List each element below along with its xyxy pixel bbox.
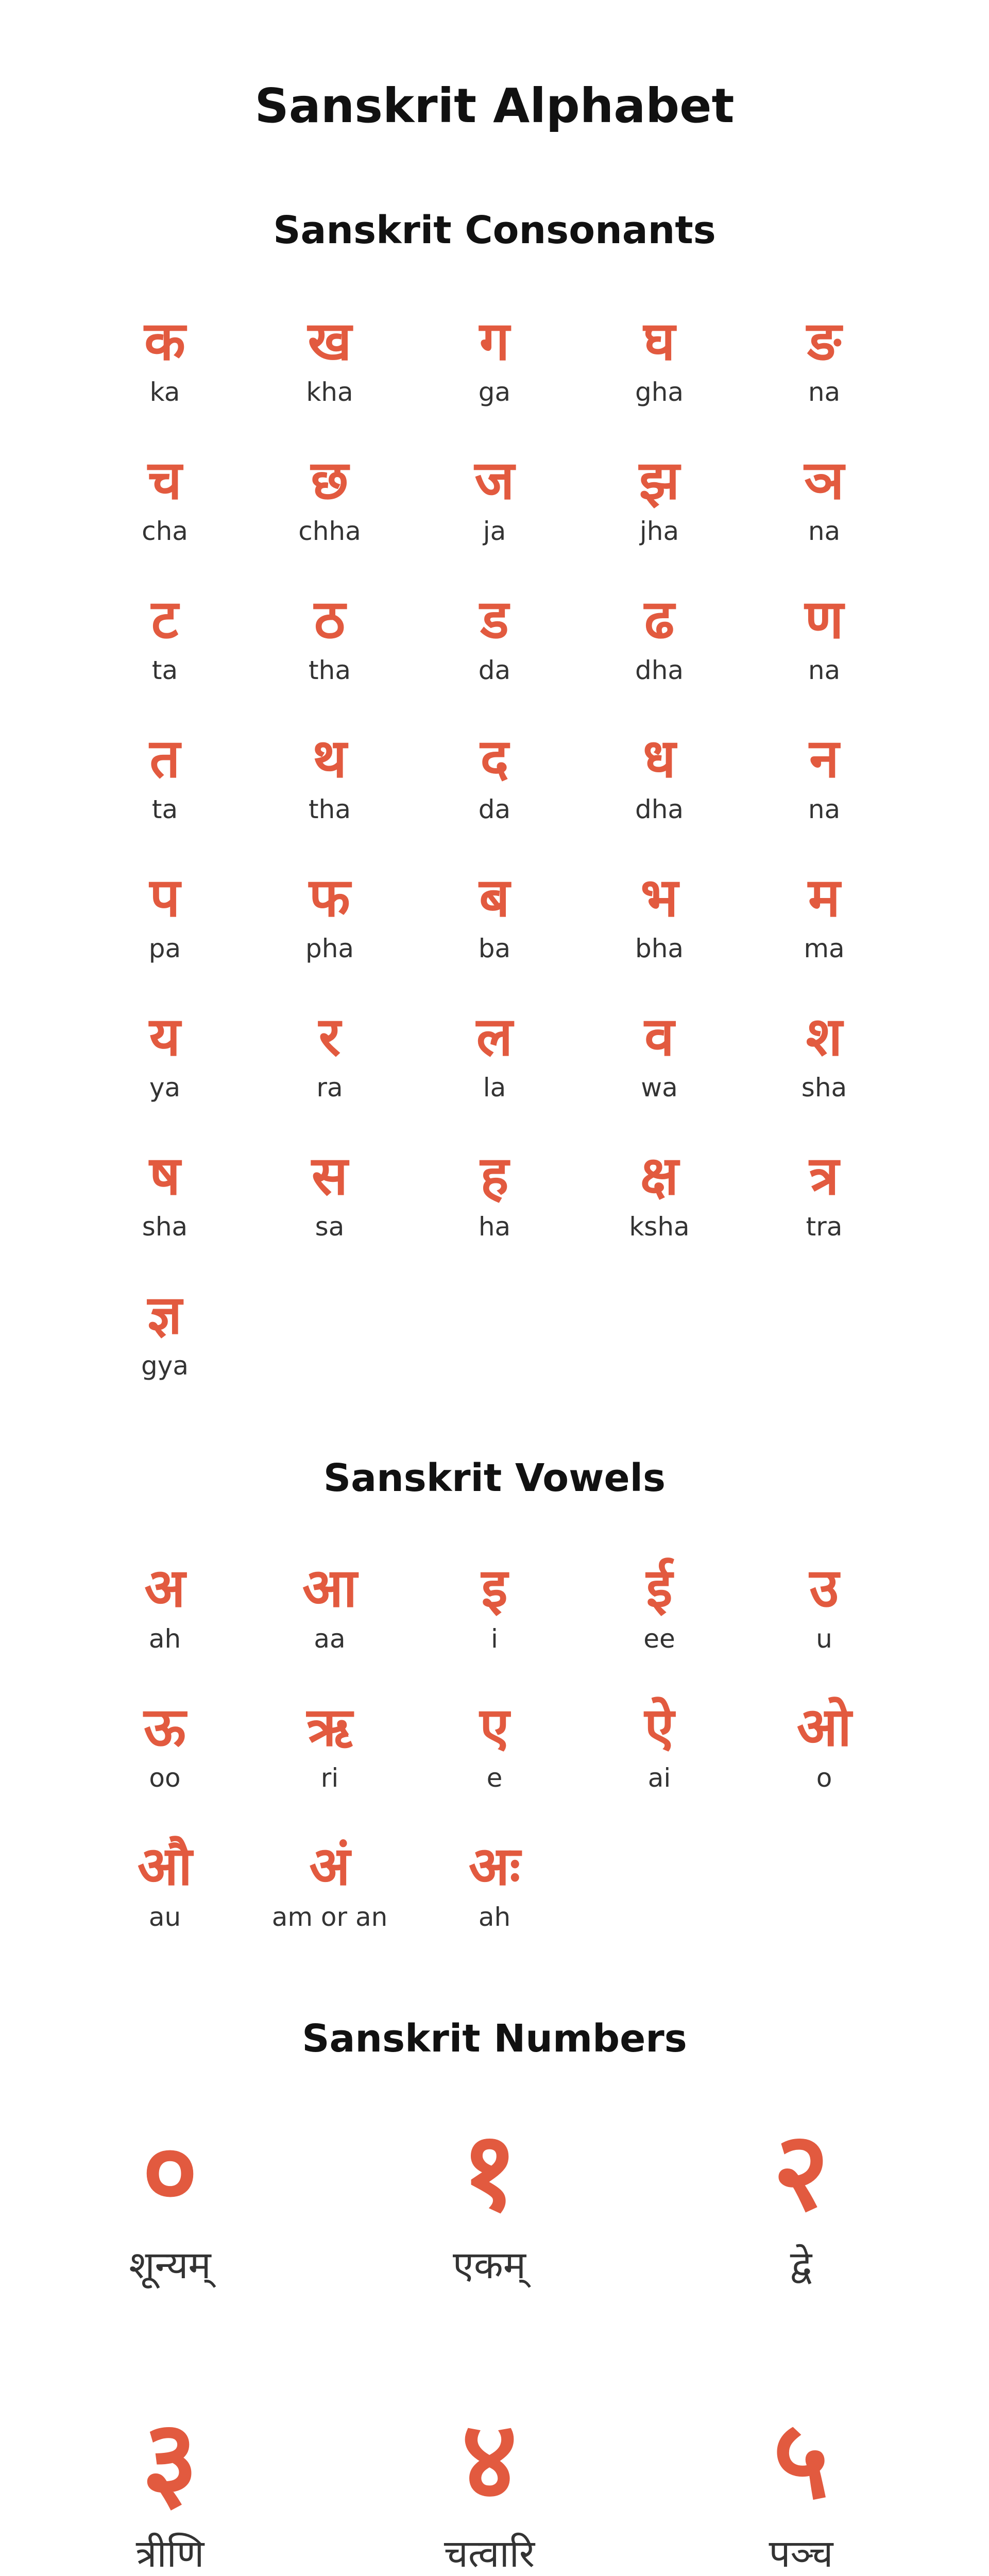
consonant-glyph: ज bbox=[474, 449, 515, 512]
consonant-glyph: क्ष bbox=[640, 1144, 679, 1207]
vowel-transliteration: i bbox=[491, 1624, 498, 1654]
consonant-glyph: ट bbox=[151, 588, 179, 651]
consonant-glyph: ञ bbox=[804, 449, 844, 512]
consonant-cell bbox=[721, 1005, 927, 1103]
vowel-glyph: ओ bbox=[796, 1696, 852, 1758]
consonant-transliteration: chha bbox=[298, 516, 361, 546]
consonant-transliteration: ja bbox=[483, 516, 506, 546]
consonant-cell bbox=[62, 1283, 268, 1381]
consonant-transliteration: la bbox=[483, 1073, 506, 1103]
consonant-glyph: ल bbox=[476, 1005, 513, 1068]
number-numeral: ४ bbox=[461, 2397, 518, 2523]
number-word: द्वे bbox=[790, 2243, 812, 2287]
consonant-cell bbox=[721, 449, 927, 546]
consonant-glyph: स bbox=[311, 1144, 348, 1207]
consonant-transliteration: tha bbox=[309, 794, 351, 824]
vowels-heading: Sanskrit Vowels bbox=[323, 1456, 666, 1500]
vowel-transliteration: ah bbox=[478, 1902, 511, 1932]
number-numeral: १ bbox=[461, 2108, 518, 2234]
consonant-transliteration: wa bbox=[641, 1073, 678, 1103]
vowel-transliteration: ri bbox=[320, 1763, 339, 1793]
number-word: पञ्च bbox=[769, 2532, 833, 2576]
consonant-transliteration: na bbox=[808, 377, 841, 407]
consonant-transliteration: ra bbox=[316, 1073, 343, 1103]
consonant-transliteration: gya bbox=[141, 1351, 189, 1381]
consonant-glyph: त्र bbox=[809, 1144, 839, 1207]
consonant-glyph: र bbox=[318, 1005, 341, 1068]
consonant-transliteration: sa bbox=[315, 1212, 345, 1242]
consonant-transliteration: da bbox=[478, 794, 511, 824]
consonant-glyph: ठ bbox=[314, 588, 346, 651]
consonant-glyph: छ bbox=[311, 449, 349, 512]
consonant-transliteration: bha bbox=[635, 934, 684, 963]
number-word: त्रीणि bbox=[135, 2532, 204, 2576]
consonant-glyph: त bbox=[149, 727, 180, 790]
number-word: चत्वारि bbox=[444, 2532, 535, 2576]
consonant-transliteration: na bbox=[808, 516, 841, 546]
consonant-transliteration: ya bbox=[149, 1073, 181, 1103]
vowel-cell bbox=[721, 1696, 927, 1793]
vowel-glyph: ऐ bbox=[644, 1696, 674, 1758]
vowel-transliteration: e bbox=[486, 1763, 503, 1793]
consonant-transliteration: ka bbox=[149, 377, 180, 407]
consonant-glyph: ज्ञ bbox=[147, 1283, 182, 1346]
consonant-glyph: फ bbox=[309, 866, 351, 929]
number-numeral: ५ bbox=[773, 2397, 829, 2523]
vowel-glyph: आ bbox=[302, 1556, 357, 1619]
consonant-transliteration: na bbox=[808, 655, 841, 685]
consonant-transliteration: ha bbox=[478, 1212, 511, 1242]
consonant-transliteration: ksha bbox=[629, 1212, 690, 1242]
vowel-glyph: ऊ bbox=[144, 1696, 186, 1758]
number-cell bbox=[386, 2397, 592, 2576]
number-cell bbox=[67, 2108, 273, 2287]
consonant-cell bbox=[721, 310, 927, 407]
consonant-transliteration: ma bbox=[804, 934, 845, 963]
consonant-glyph: ख bbox=[308, 310, 352, 372]
vowel-transliteration: ah bbox=[148, 1624, 181, 1654]
vowel-glyph: अं bbox=[309, 1835, 350, 1897]
consonant-glyph: ह bbox=[480, 1144, 509, 1207]
consonant-glyph: घ bbox=[643, 310, 675, 372]
consonant-glyph: च bbox=[147, 449, 182, 512]
vowel-cell bbox=[721, 1556, 927, 1654]
consonant-cell bbox=[721, 727, 927, 824]
number-cell bbox=[67, 2397, 273, 2576]
consonant-glyph: ग bbox=[479, 310, 510, 372]
page-title: Sanskrit Alphabet bbox=[254, 78, 735, 133]
consonant-transliteration: pha bbox=[305, 934, 354, 963]
vowel-glyph: इ bbox=[481, 1556, 508, 1619]
consonant-glyph: म bbox=[808, 866, 841, 929]
consonant-glyph: क bbox=[144, 310, 185, 372]
vowel-glyph: उ bbox=[809, 1556, 839, 1619]
number-word: शून्यम् bbox=[129, 2243, 211, 2287]
number-numeral: २ bbox=[773, 2108, 829, 2234]
consonant-transliteration: cha bbox=[142, 516, 188, 546]
consonant-cell bbox=[721, 866, 927, 963]
consonant-glyph: ध bbox=[643, 727, 676, 790]
vowel-transliteration: aa bbox=[314, 1624, 346, 1654]
consonant-transliteration: dha bbox=[635, 794, 684, 824]
number-cell bbox=[698, 2108, 904, 2287]
number-word: एकम् bbox=[452, 2243, 526, 2287]
consonant-glyph: झ bbox=[639, 449, 680, 512]
consonant-transliteration: gha bbox=[635, 377, 684, 407]
consonant-transliteration: ta bbox=[151, 794, 178, 824]
consonant-glyph: ङ bbox=[807, 310, 842, 372]
consonant-transliteration: sha bbox=[142, 1212, 188, 1242]
consonant-cell bbox=[721, 1144, 927, 1242]
consonant-cell bbox=[721, 588, 927, 685]
number-cell bbox=[386, 2108, 592, 2287]
vowel-glyph: ई bbox=[646, 1556, 673, 1619]
vowel-glyph: ऋ bbox=[306, 1696, 353, 1758]
vowel-glyph: अ bbox=[144, 1556, 185, 1619]
vowel-cell bbox=[391, 1835, 598, 1932]
consonant-glyph: ष bbox=[149, 1144, 181, 1207]
consonant-transliteration: tra bbox=[806, 1212, 843, 1242]
consonant-transliteration: sha bbox=[801, 1073, 847, 1103]
vowel-glyph: अः bbox=[468, 1835, 521, 1897]
consonant-transliteration: da bbox=[478, 655, 511, 685]
vowel-transliteration: u bbox=[816, 1624, 832, 1654]
consonant-transliteration: pa bbox=[148, 934, 181, 963]
consonant-transliteration: kha bbox=[306, 377, 353, 407]
consonant-glyph: द bbox=[480, 727, 509, 790]
consonant-glyph: श bbox=[806, 1005, 843, 1068]
vowel-transliteration: ai bbox=[647, 1763, 671, 1793]
consonant-transliteration: jha bbox=[639, 516, 679, 546]
consonant-transliteration: ba bbox=[478, 934, 511, 963]
number-cell bbox=[698, 2397, 904, 2576]
vowel-transliteration: o bbox=[816, 1763, 832, 1793]
consonant-glyph: भ bbox=[640, 866, 678, 929]
consonant-transliteration: ta bbox=[151, 655, 178, 685]
vowel-transliteration: am or an bbox=[271, 1902, 388, 1932]
consonants-heading: Sanskrit Consonants bbox=[273, 208, 716, 252]
consonant-glyph: थ bbox=[312, 727, 347, 790]
consonant-glyph: ब bbox=[479, 866, 510, 929]
vowel-glyph: ए bbox=[480, 1696, 509, 1758]
consonant-glyph: य bbox=[149, 1005, 181, 1068]
consonant-glyph: प bbox=[149, 866, 180, 929]
vowel-transliteration: au bbox=[148, 1902, 181, 1932]
consonant-glyph: ण bbox=[805, 588, 844, 651]
consonant-glyph: व bbox=[644, 1005, 674, 1068]
consonant-glyph: ड bbox=[480, 588, 509, 651]
number-numeral: ० bbox=[142, 2108, 198, 2234]
consonant-transliteration: tha bbox=[309, 655, 351, 685]
consonant-transliteration: ga bbox=[478, 377, 511, 407]
vowel-transliteration: oo bbox=[149, 1763, 181, 1793]
consonant-transliteration: na bbox=[808, 794, 841, 824]
numbers-heading: Sanskrit Numbers bbox=[302, 2016, 687, 2061]
vowel-transliteration: ee bbox=[643, 1624, 675, 1654]
vowel-glyph: औ bbox=[137, 1835, 193, 1897]
consonant-transliteration: dha bbox=[635, 655, 684, 685]
consonant-glyph: न bbox=[809, 727, 839, 790]
number-numeral: ३ bbox=[142, 2397, 198, 2523]
consonant-glyph: ढ bbox=[644, 588, 675, 651]
